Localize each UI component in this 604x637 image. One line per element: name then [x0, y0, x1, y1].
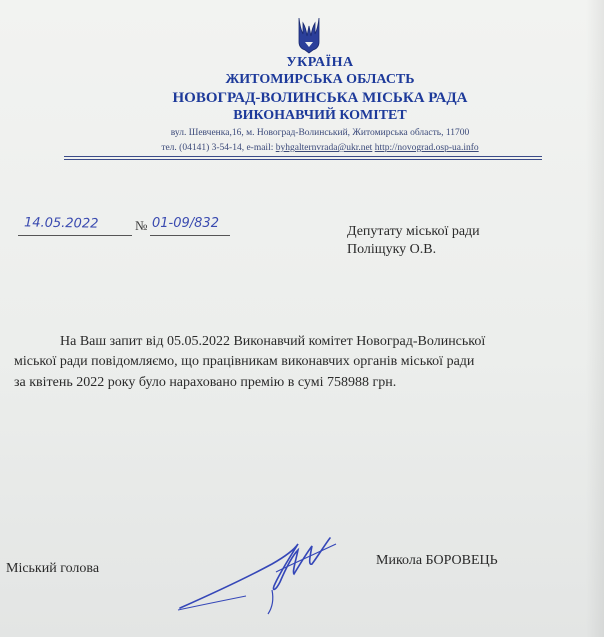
website-link: http://novograd.osp-ua.info [374, 143, 479, 153]
trident-emblem-icon [296, 14, 322, 54]
addressee-name: Поліщуку О.В. [347, 242, 437, 257]
letter-date: 14.05.2022 [23, 215, 99, 232]
signatory-name: Микола БОРОВЕЦЬ [376, 553, 498, 568]
header-country: УКРАЇНА [286, 55, 354, 70]
header-committee: ВИКОНАВЧИЙ КОМІТЕТ [233, 108, 407, 123]
addressee-title: Депутату міської ради [347, 224, 480, 239]
header-rule-top [64, 156, 542, 157]
header-council: НОВОГРАД-ВОЛИНСЬКА МІСЬКА РАДА [172, 90, 468, 106]
body-line-2: міської ради повідомляємо, що працівникам виконавчих органів міської ради [14, 354, 475, 369]
letter-number-label: № [135, 218, 148, 233]
body-line-3: за квітень 2022 року було нараховано премію в сумі 758988 грн. [14, 375, 397, 390]
paper-shadow [586, 0, 604, 637]
header-contacts [100, 143, 540, 153]
letter-number: 01-09/832 [152, 216, 219, 231]
date-underline [18, 235, 132, 236]
body-line-1: На Ваш запит від 05.05.2022 Виконавчий комітет Новоград-Волинської [60, 334, 486, 349]
header-rule-bottom [64, 159, 542, 160]
header-address: вул. Шевченка,16, м. Новоград-Волинський, Житомирська область, 11700 [170, 128, 470, 138]
number-underline [150, 235, 230, 236]
handwritten-signature [176, 520, 346, 616]
email-link: byhgalternvrada@ukr.net [275, 143, 373, 153]
signatory-position: Міський голова [6, 561, 100, 576]
header-region: ЖИТОМИРСЬКА ОБЛАСТЬ [225, 72, 415, 87]
contacts-prefix: тел. (04141) 3-54-14, e-mail: [161, 143, 276, 153]
